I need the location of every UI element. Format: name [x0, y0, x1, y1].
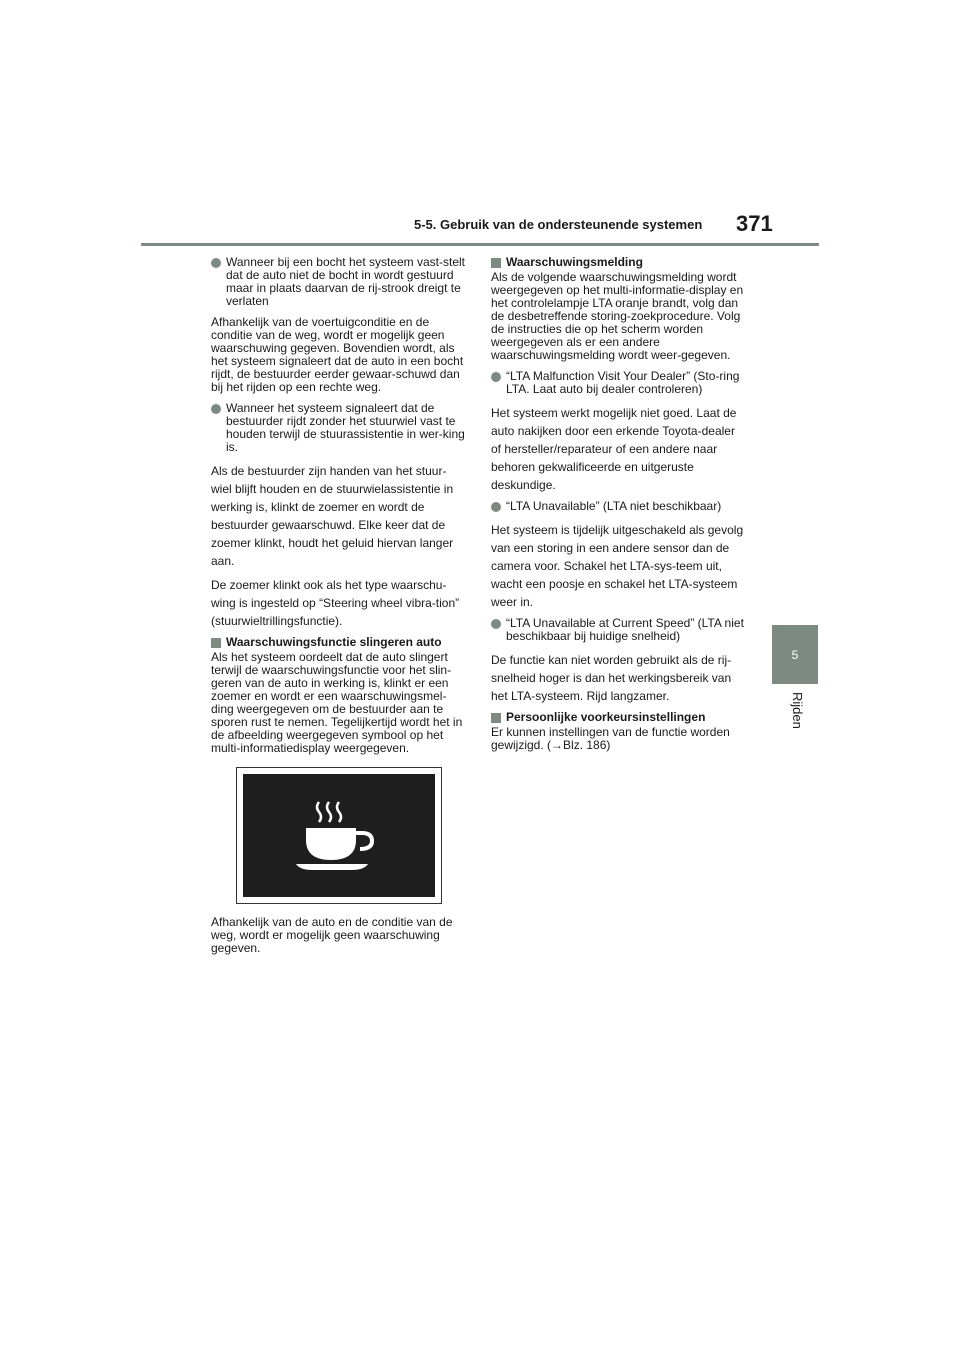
bullet-dot-icon [491, 502, 501, 512]
heading-square-icon [491, 258, 501, 268]
bullet-item [211, 402, 467, 454]
paragraph: Er kunnen instellingen van de functie worden gewijzigd. (→Blz. 186) [491, 725, 730, 752]
heading-text: Waarschuwingsmelding [506, 255, 643, 269]
heading-text: Waarschuwingsfunctie slingeren auto [226, 635, 442, 649]
paragraph: De functie kan niet worden gebruikt als de rij-snelheid hoger is dan het werkingsbereik van het LTA-systeem. Rijd langzamer. [491, 653, 732, 703]
paragraph: Afhankelijk van de voertuigconditie en de conditie van de weg, wordt er mogelijk geen waarschuwing gegeven. Bovendien wordt, als het systeem signaleert dat de auto in een bocht rijdt, de bestuurder eerder gewaar-schuwd dan bij het rijden op een rechte weg. [211, 315, 464, 394]
bullet-text: “LTA Unavailable” (LTA niet beschikbaar) [506, 499, 722, 513]
section-heading [211, 636, 467, 649]
chapter-number: 5 [791, 647, 799, 662]
bullet-dot-icon [211, 258, 221, 268]
page-number: 371 [736, 211, 773, 236]
figure-frame [236, 767, 442, 904]
bullet-item [491, 617, 747, 643]
section-heading [491, 711, 747, 724]
paragraph: De zoemer klinkt ook als het type waarschu-wing is ingesteld op “Steering wheel vibra-tion” (stuurwieltrillingsfunctie). [211, 578, 460, 628]
chapter-label: Rijden [790, 692, 805, 729]
header-divider [141, 243, 819, 246]
bullet-text: Wanneer bij een bocht het systeem vast-stelt dat de auto niet de bocht in wordt gestuurd maar in plaats daarvan de rij-strook dreigt te verlaten [226, 255, 466, 308]
bullet-dot-icon [211, 404, 221, 414]
bullet-item [491, 500, 747, 513]
bullet-dot-icon [491, 372, 501, 382]
display-screen [243, 774, 435, 897]
section-title: 5-5. Gebruik van de ondersteunende systemen [414, 217, 703, 232]
bullet-dot-icon [491, 619, 501, 629]
paragraph: Als de bestuurder zijn handen van het stuur-wiel blijft houden en de stuurwielassistentie in werking is, klinkt de zoemer en wordt de bestuurder gewaarschuwd. Elke keer dat de zoemer klinkt, houdt het geluid hiervan langer aan. [211, 464, 454, 568]
heading-text: Persoonlijke voorkeursinstellingen [506, 710, 706, 724]
section-heading [491, 256, 747, 269]
paragraph: Als de volgende waarschuwingsmelding wordt weergegeven op het multi-informatie-display en het controlelampje LTA oranje brandt, volg dan de desbetreffende storing-zoekprocedure. Volg de instructies die op het scherm worden weergegeven als er een andere waarschuwingsmelding wordt weer-gegeven. [491, 270, 744, 362]
left-column [211, 256, 467, 963]
bullet-item [211, 256, 467, 308]
heading-square-icon [211, 638, 221, 648]
bullet-item [491, 370, 747, 396]
bullet-text: “LTA Unavailable at Current Speed” (LTA niet beschikbaar bij huidige snelheid) [506, 616, 744, 643]
heading-square-icon [491, 713, 501, 723]
chapter-tab [772, 625, 818, 684]
paragraph: Afhankelijk van de auto en de conditie van de weg, wordt er mogelijk geen waarschuwing gegeven. [211, 915, 453, 955]
coffee-cup-icon [294, 796, 384, 876]
paragraph: Als het systeem oordeelt dat de auto slingert terwijl de waarschuwingsfunctie voor het slin-geren van de auto in werking is, klinkt er een zoemer en wordt er een waarschuwingsmel-ding weergegeven om de bestuurder aan te sporen rust te nemen. Tegelijkertijd wordt het in de afbeelding weergegeven symbool op het multi-informatiedisplay weergegeven. [211, 650, 463, 755]
bullet-text: “LTA Malfunction Visit Your Dealer” (Sto-ring LTA. Laat auto bij dealer controleren) [506, 369, 740, 396]
bullet-text: Wanneer het systeem signaleert dat de bestuurder rijdt zonder het stuurwiel vast te houden terwijl de stuurassistentie in wer-king is. [226, 401, 465, 454]
paragraph: Het systeem is tijdelijk uitgeschakeld als gevolg van een storing in een andere sensor dan de camera voor. Schakel het LTA-sys-teem uit, wacht een poosje en schakel het LTA-systeem weer in. [491, 523, 744, 609]
right-column [491, 256, 747, 760]
paragraph: Het systeem werkt mogelijk niet goed. Laat de auto nakijken door een erkende Toyota-dealer of hersteller/reparateur of een andere naar behoren gekwalificeerde en uitgeruste deskundige. [491, 406, 737, 492]
